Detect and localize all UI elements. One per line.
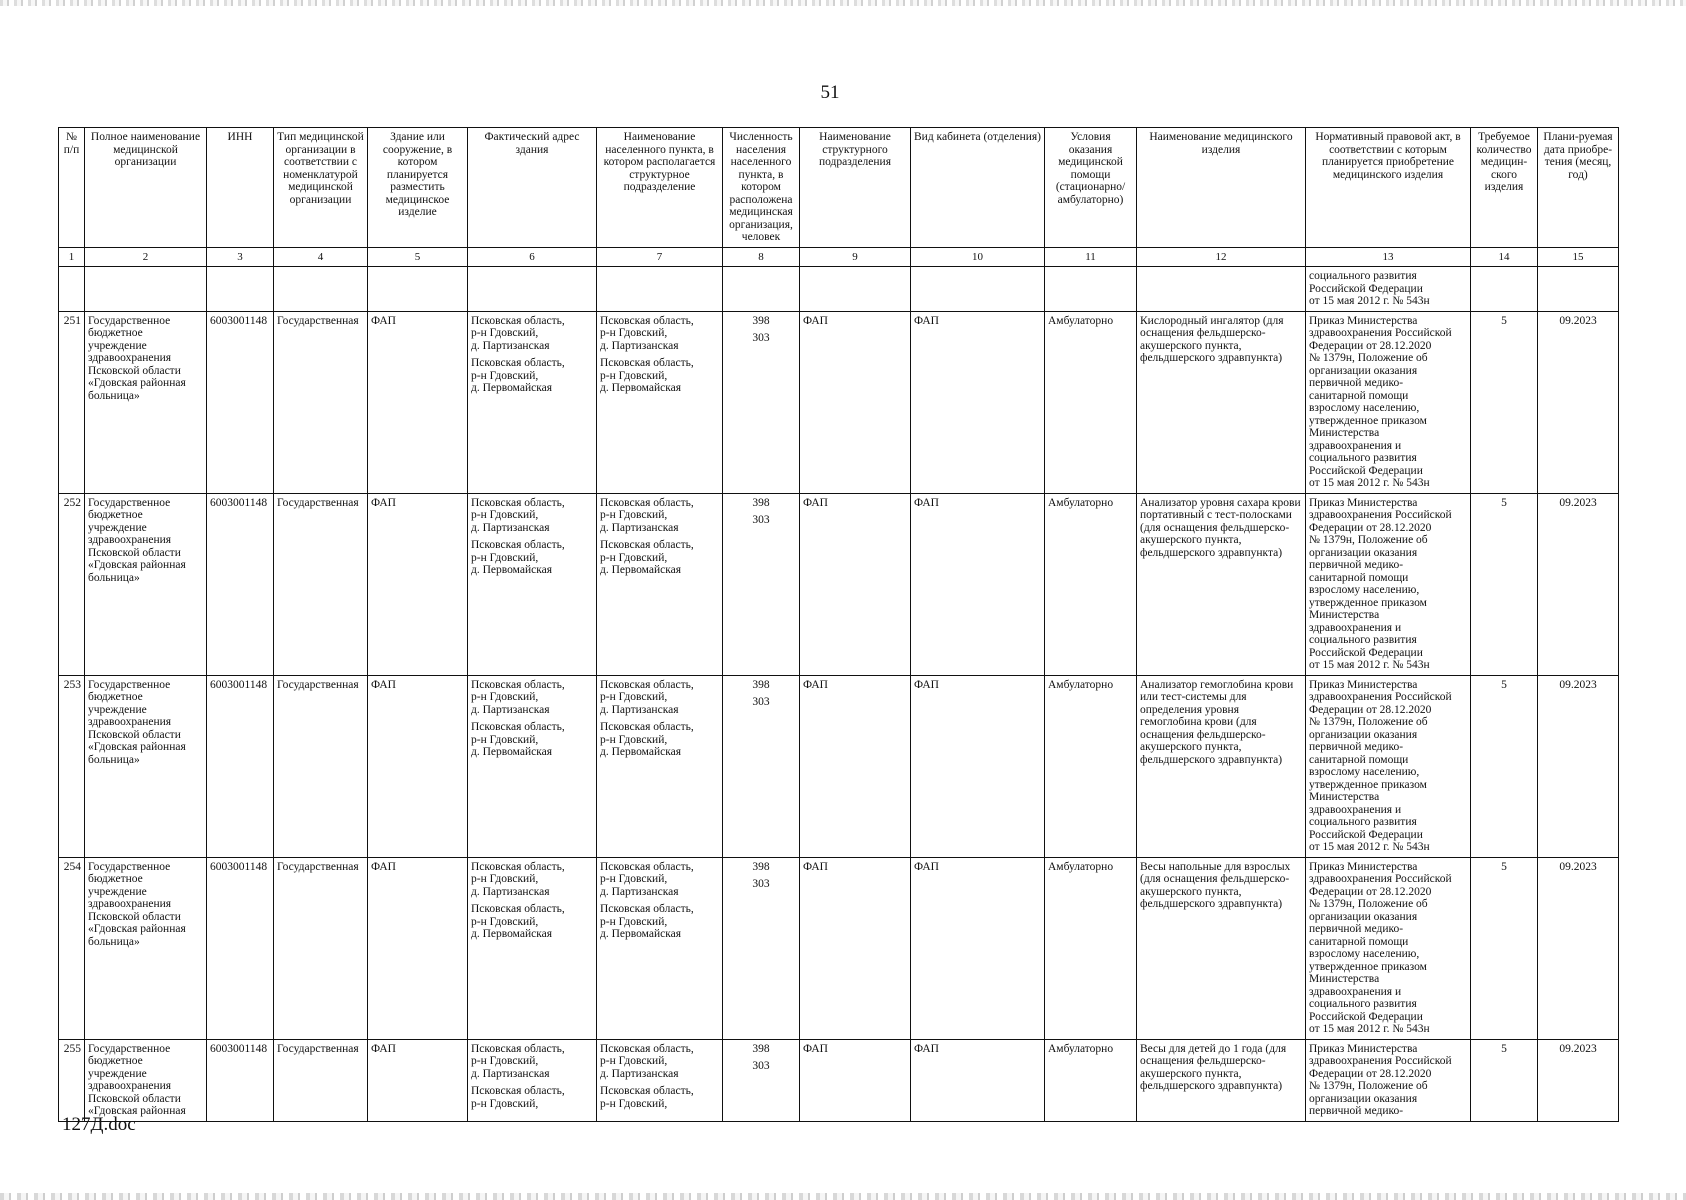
- continuation-row: [59, 267, 1619, 312]
- structural-unit: ФАП: [800, 1039, 911, 1121]
- settlement-name: [597, 857, 723, 1039]
- organization-type: Государственная: [274, 675, 368, 857]
- organization-name: Государственное бюджетное учреждение здравоохранения Псковской области «Гдовская районная: [85, 1039, 207, 1121]
- medical-device: Кислородный ингалятор (для оснащения фельдшерско-акушерского пункта, фельдшерского здравпункта): [1137, 311, 1306, 493]
- legal-act-text: Приказ Министерства здравоохранения Российской Федерации от 28.12.2020 № 1379н, Положение об организации оказания первичной медико- санитарной помощи взрослому населению, утвержденное приказом Министерства здравоохранения и социального развития Российской Федерации от 15 мая 2012 г. № 543н: [1309, 678, 1452, 853]
- actual-address: [468, 493, 597, 675]
- population: [723, 1039, 800, 1121]
- planned-date: 09.2023: [1538, 857, 1619, 1039]
- building: ФАП: [368, 857, 468, 1039]
- legal-act-text: Приказ Министерства здравоохранения Российской Федерации от 28.12.2020 № 1379н, Положение об организации оказания первичной медико-: [1309, 1042, 1452, 1117]
- row-number: 252: [59, 493, 85, 675]
- column-number-2: 2: [85, 248, 207, 267]
- cabinet-type: ФАП: [911, 493, 1045, 675]
- quantity: 5: [1471, 857, 1538, 1039]
- column-header-12: Наименование медицинского изделия: [1137, 128, 1306, 248]
- column-header-8: Численность населения населенного пункта, в котором расположена медицинская организация, человек: [723, 128, 800, 248]
- column-header-6: Фактический адрес здания: [468, 128, 597, 248]
- medical-device: Весы для детей до 1 года (для оснащения фельдшерско-акушерского пункта, фельдшерского здравпункта): [1137, 1039, 1306, 1121]
- actual-address-line-2: Псковская область, р-н Гдовский, д. Первомайская: [471, 903, 565, 940]
- actual-address: [468, 311, 597, 493]
- population-value-1: 398: [752, 496, 770, 509]
- planned-date: 09.2023: [1538, 493, 1619, 675]
- actual-address-line-1: Псковская область, р-н Гдовский, д. Партизанская: [471, 496, 565, 534]
- legal-act-text: Приказ Министерства здравоохранения Российской Федерации от 28.12.2020 № 1379н, Положение об организации оказания первичной медико- санитарной помощи взрослому населению, утвержденное приказом Министерства здравоохранения и социального развития Российской Федерации от 15 мая 2012 г. № 543н: [1309, 314, 1452, 489]
- column-number-3: 3: [207, 248, 274, 267]
- population-value-2: 303: [752, 514, 770, 526]
- quantity: 5: [1471, 675, 1538, 857]
- continuation-text: социального развития Российской Федерации от 15 мая 2012 г. № 543н: [1306, 267, 1471, 312]
- settlement-name-line-1: Псковская область, р-н Гдовский, д. Партизанская: [600, 1042, 694, 1080]
- inn: 6003001148: [207, 493, 274, 675]
- column-number-5: 5: [368, 248, 468, 267]
- column-header-13: Нормативный правовой акт, в соответствии с которым планируется приобретение медицинского изделия: [1306, 128, 1471, 248]
- structural-unit: ФАП: [800, 857, 911, 1039]
- care-conditions: Амбулаторно: [1045, 675, 1137, 857]
- column-header-14: Требуемое количество медицин-ского изделия: [1471, 128, 1538, 248]
- settlement-name: [597, 311, 723, 493]
- column-header-4: Тип медицинской организации в соответствии с номенклатурой медицинской организации: [274, 128, 368, 248]
- population-value-2: 303: [752, 1060, 770, 1072]
- column-header-15: Плани-руемая дата приобре-тения (месяц, год): [1538, 128, 1619, 248]
- inn: 6003001148: [207, 857, 274, 1039]
- organization-type: Государственная: [274, 493, 368, 675]
- legal-act: [1306, 857, 1471, 1039]
- legal-act: [1306, 1039, 1471, 1121]
- population-value-1: 398: [752, 1042, 770, 1055]
- building: ФАП: [368, 1039, 468, 1121]
- care-conditions: Амбулаторно: [1045, 493, 1137, 675]
- medical-device: Анализатор гемоглобина крови или тест-системы для определения уровня гемоглобина крови (для оснащения фельдшерско-акушерского пункта, фельдшерского здравпункта): [1137, 675, 1306, 857]
- settlement-name-line-1: Псковская область, р-н Гдовский, д. Партизанская: [600, 496, 694, 534]
- column-number-14: 14: [1471, 248, 1538, 267]
- building: ФАП: [368, 675, 468, 857]
- column-number-4: 4: [274, 248, 368, 267]
- settlement-name-line-2: Псковская область, р-н Гдовский, д. Первомайская: [600, 721, 694, 758]
- care-conditions: Амбулаторно: [1045, 857, 1137, 1039]
- column-number-row: [59, 248, 1619, 267]
- row-number: 251: [59, 311, 85, 493]
- population: [723, 675, 800, 857]
- settlement-name-line-2: Псковская область, р-н Гдовский, д. Первомайская: [600, 357, 694, 394]
- column-number-13: 13: [1306, 248, 1471, 267]
- care-conditions: Амбулаторно: [1045, 311, 1137, 493]
- table-row: [59, 1039, 1619, 1121]
- cabinet-type: ФАП: [911, 675, 1045, 857]
- column-number-12: 12: [1137, 248, 1306, 267]
- structural-unit: ФАП: [800, 675, 911, 857]
- scan-edge-bottom: [0, 1193, 1686, 1200]
- actual-address-line-1: Псковская область, р-н Гдовский, д. Партизанская: [471, 678, 565, 716]
- registry-table: [58, 127, 1619, 1122]
- actual-address: [468, 675, 597, 857]
- organization-type: Государственная: [274, 857, 368, 1039]
- medical-device: Анализатор уровня сахара крови портативный с тест-полосками (для оснащения фельдшерско-акушерского пункта, фельдшерского здравпункта): [1137, 493, 1306, 675]
- building: ФАП: [368, 493, 468, 675]
- organization-name: Государственное бюджетное учреждение здравоохранения Псковской области «Гдовская районная больница»: [85, 675, 207, 857]
- legal-act: [1306, 493, 1471, 675]
- column-header-3: ИНН: [207, 128, 274, 248]
- legal-act: [1306, 675, 1471, 857]
- settlement-name-line-2: Псковская область, р-н Гдовский, д. Первомайская: [600, 539, 694, 576]
- building: ФАП: [368, 311, 468, 493]
- population-value-1: 398: [752, 860, 770, 873]
- row-number: 255: [59, 1039, 85, 1121]
- population: [723, 311, 800, 493]
- settlement-name: [597, 493, 723, 675]
- actual-address-line-1: Псковская область, р-н Гдовский, д. Партизанская: [471, 1042, 565, 1080]
- population: [723, 493, 800, 675]
- population: [723, 857, 800, 1039]
- document-filename: 127Д.doc: [62, 1114, 136, 1135]
- column-header-2: Полное наименование медицинской организации: [85, 128, 207, 248]
- legal-act: [1306, 311, 1471, 493]
- population-value-1: 398: [752, 678, 770, 691]
- legal-act-text: Приказ Министерства здравоохранения Российской Федерации от 28.12.2020 № 1379н, Положение об организации оказания первичной медико- санитарной помощи взрослому населению, утвержденное приказом Министерства здравоохранения и социального развития Российской Федерации от 15 мая 2012 г. № 543н: [1309, 496, 1452, 671]
- planned-date: 09.2023: [1538, 311, 1619, 493]
- medical-device: Весы напольные для взрослых (для оснащения фельдшерско-акушерского пункта, фельдшерского здравпункта): [1137, 857, 1306, 1039]
- page-number: 51: [820, 82, 840, 103]
- scan-edge-top: [0, 0, 1686, 6]
- organization-name: Государственное бюджетное учреждение здравоохранения Псковской области «Гдовская районная больница»: [85, 493, 207, 675]
- table-row: [59, 311, 1619, 493]
- table-row: [59, 857, 1619, 1039]
- cabinet-type: ФАП: [911, 857, 1045, 1039]
- column-number-11: 11: [1045, 248, 1137, 267]
- column-header-10: Вид кабинета (отделения): [911, 128, 1045, 248]
- organization-type: Государственная: [274, 311, 368, 493]
- actual-address-line-1: Псковская область, р-н Гдовский, д. Партизанская: [471, 314, 565, 352]
- quantity: 5: [1471, 1039, 1538, 1121]
- settlement-name-line-1: Псковская область, р-н Гдовский, д. Партизанская: [600, 314, 694, 352]
- column-header-1: № п/п: [59, 128, 85, 248]
- header-row: [59, 128, 1619, 248]
- inn: 6003001148: [207, 675, 274, 857]
- actual-address-line-2: Псковская область, р-н Гдовский, д. Первомайская: [471, 539, 565, 576]
- settlement-name: [597, 1039, 723, 1121]
- column-number-10: 10: [911, 248, 1045, 267]
- row-number: 253: [59, 675, 85, 857]
- actual-address: [468, 1039, 597, 1121]
- actual-address-line-1: Псковская область, р-н Гдовский, д. Партизанская: [471, 860, 565, 898]
- settlement-name-line-2: Псковская область, р-н Гдовский, д. Первомайская: [600, 903, 694, 940]
- settlement-name-line-1: Псковская область, р-н Гдовский, д. Партизанская: [600, 860, 694, 898]
- cabinet-type: ФАП: [911, 1039, 1045, 1121]
- population-value-2: 303: [752, 696, 770, 708]
- column-number-1: 1: [59, 248, 85, 267]
- actual-address-line-2: Псковская область, р-н Гдовский,: [471, 1085, 565, 1110]
- actual-address-line-2: Псковская область, р-н Гдовский, д. Первомайская: [471, 357, 565, 394]
- column-header-9: Наименование структурного подразделения: [800, 128, 911, 248]
- column-number-8: 8: [723, 248, 800, 267]
- settlement-name: [597, 675, 723, 857]
- organization-type: Государственная: [274, 1039, 368, 1121]
- cabinet-type: ФАП: [911, 311, 1045, 493]
- table-row: [59, 493, 1619, 675]
- column-header-7: Наименование населенного пункта, в котором располагается структурное подразделение: [597, 128, 723, 248]
- legal-act-text: Приказ Министерства здравоохранения Российской Федерации от 28.12.2020 № 1379н, Положение об организации оказания первичной медико- санитарной помощи взрослому населению, утвержденное приказом Министерства здравоохранения и социального развития Российской Федерации от 15 мая 2012 г. № 543н: [1309, 860, 1452, 1035]
- population-value-1: 398: [752, 314, 770, 327]
- actual-address: [468, 857, 597, 1039]
- planned-date: 09.2023: [1538, 675, 1619, 857]
- quantity: 5: [1471, 493, 1538, 675]
- inn: 6003001148: [207, 1039, 274, 1121]
- structural-unit: ФАП: [800, 311, 911, 493]
- actual-address-line-2: Псковская область, р-н Гдовский, д. Первомайская: [471, 721, 565, 758]
- row-number: 254: [59, 857, 85, 1039]
- column-number-9: 9: [800, 248, 911, 267]
- structural-unit: ФАП: [800, 493, 911, 675]
- organization-name: Государственное бюджетное учреждение здравоохранения Псковской области «Гдовская районная больница»: [85, 311, 207, 493]
- planned-date: 09.2023: [1538, 1039, 1619, 1121]
- inn: 6003001148: [207, 311, 274, 493]
- population-value-2: 303: [752, 878, 770, 890]
- population-value-2: 303: [752, 332, 770, 344]
- table-row: [59, 675, 1619, 857]
- column-number-6: 6: [468, 248, 597, 267]
- settlement-name-line-2: Псковская область, р-н Гдовский,: [600, 1085, 694, 1110]
- column-header-11: Условия оказания медицинской помощи (стационарно/ амбулаторно): [1045, 128, 1137, 248]
- column-number-15: 15: [1538, 248, 1619, 267]
- care-conditions: Амбулаторно: [1045, 1039, 1137, 1121]
- organization-name: Государственное бюджетное учреждение здравоохранения Псковской области «Гдовская районная больница»: [85, 857, 207, 1039]
- quantity: 5: [1471, 311, 1538, 493]
- column-header-5: Здание или сооружение, в котором планируется разместить медицинское изделие: [368, 128, 468, 248]
- settlement-name-line-1: Псковская область, р-н Гдовский, д. Партизанская: [600, 678, 694, 716]
- column-number-7: 7: [597, 248, 723, 267]
